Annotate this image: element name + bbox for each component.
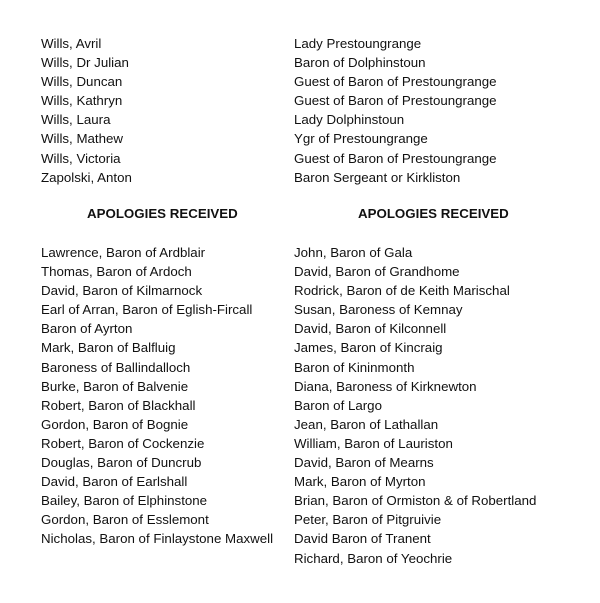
attendee-title: Lady Dolphinstoun bbox=[294, 112, 405, 128]
apology-entry: Bailey, Baron of Elphinstone bbox=[41, 493, 208, 509]
attendee-names-column bbox=[41, 34, 132, 187]
apology-entry: Douglas, Baron of Duncrub bbox=[41, 455, 202, 471]
apology-entry: Peter, Baron of Pitgruivie bbox=[294, 512, 442, 528]
apology-entry: Gordon, Baron of Bognie bbox=[41, 416, 189, 432]
attendee-title: Guest of Baron of Prestoungrange bbox=[294, 93, 497, 109]
attendee-title: Lady Prestoungrange bbox=[294, 36, 422, 51]
apology-entry: Thomas, Baron of Ardoch bbox=[41, 264, 192, 280]
apology-entry: David, Baron of Kilconnell bbox=[294, 321, 447, 337]
attendee-name: Wills, Victoria bbox=[41, 150, 121, 166]
attendee-title: Baron of Dolphinstoun bbox=[294, 55, 426, 71]
apology-entry: Robert, Baron of Cockenzie bbox=[41, 435, 205, 451]
apology-entry: Burke, Baron of Balvenie bbox=[41, 378, 189, 394]
apologies-right-column bbox=[294, 243, 536, 568]
apology-entry: Baron of Kininmonth bbox=[294, 359, 415, 375]
apology-entry: Jean, Baron of Lathallan bbox=[294, 416, 439, 432]
attendee-title: Baron Sergeant or Kirkliston bbox=[294, 169, 461, 185]
apology-entry: Susan, Baroness of Kemnay bbox=[294, 302, 463, 318]
apology-entry: Rodrick, Baron of de Keith Marischal bbox=[294, 283, 510, 299]
apology-entry: Lawrence, Baron of Ardblair bbox=[41, 245, 206, 260]
apology-entry: Earl of Arran, Baron of Eglish-Fircall bbox=[41, 302, 253, 318]
attendee-name: Wills, Kathryn bbox=[41, 93, 123, 109]
apology-entry: Gordon, Baron of Esslemont bbox=[41, 512, 209, 528]
apology-entry: James, Baron of Kincraig bbox=[294, 340, 443, 356]
apology-entry: John, Baron of Gala bbox=[294, 245, 413, 260]
apology-entry: David, Baron of Earlshall bbox=[41, 474, 188, 490]
apology-entry: Robert, Baron of Blackhall bbox=[41, 397, 196, 413]
attendee-name: Wills, Dr Julian bbox=[41, 55, 129, 71]
apology-entry: David, Baron of Kilmarnock bbox=[41, 283, 203, 299]
attendee-name: Wills, Duncan bbox=[41, 74, 123, 90]
attendee-title: Guest of Baron of Prestoungrange bbox=[294, 150, 497, 166]
apology-entry: Brian, Baron of Ormiston & of Robertland bbox=[294, 493, 537, 509]
apology-entry: Mark, Baron of Myrton bbox=[294, 474, 426, 490]
apology-entry: Baron of Ayrton bbox=[41, 321, 133, 337]
attendee-name: Wills, Avril bbox=[41, 36, 102, 51]
apologies-heading-right: APOLOGIES RECEIVED bbox=[358, 206, 509, 221]
attendee-title: Ygr of Prestoungrange bbox=[294, 131, 428, 147]
apology-entry: David, Baron of Mearns bbox=[294, 455, 434, 471]
apology-entry: Mark, Baron of Balfluig bbox=[41, 340, 176, 356]
apologies-left-column bbox=[41, 243, 273, 549]
attendee-title: Guest of Baron of Prestoungrange bbox=[294, 74, 497, 90]
apology-entry: Richard, Baron of Yeochrie bbox=[294, 550, 453, 566]
attendee-titles-column bbox=[294, 34, 497, 187]
apology-entry: David Baron of Tranent bbox=[294, 531, 431, 547]
apology-entry: Nicholas, Baron of Finlaystone Maxwell bbox=[41, 531, 274, 547]
apology-entry: Baroness of Ballindalloch bbox=[41, 359, 191, 375]
attendee-name: Wills, Mathew bbox=[41, 131, 124, 147]
apology-entry: David, Baron of Grandhome bbox=[294, 264, 460, 280]
apology-entry: William, Baron of Lauriston bbox=[294, 435, 453, 451]
attendee-name: Zapolski, Anton bbox=[41, 169, 132, 185]
apologies-heading-left: APOLOGIES RECEIVED bbox=[87, 206, 238, 221]
attendee-name: Wills, Laura bbox=[41, 112, 111, 128]
apology-entry: Diana, Baroness of Kirknewton bbox=[294, 378, 477, 394]
apology-entry: Baron of Largo bbox=[294, 397, 382, 413]
